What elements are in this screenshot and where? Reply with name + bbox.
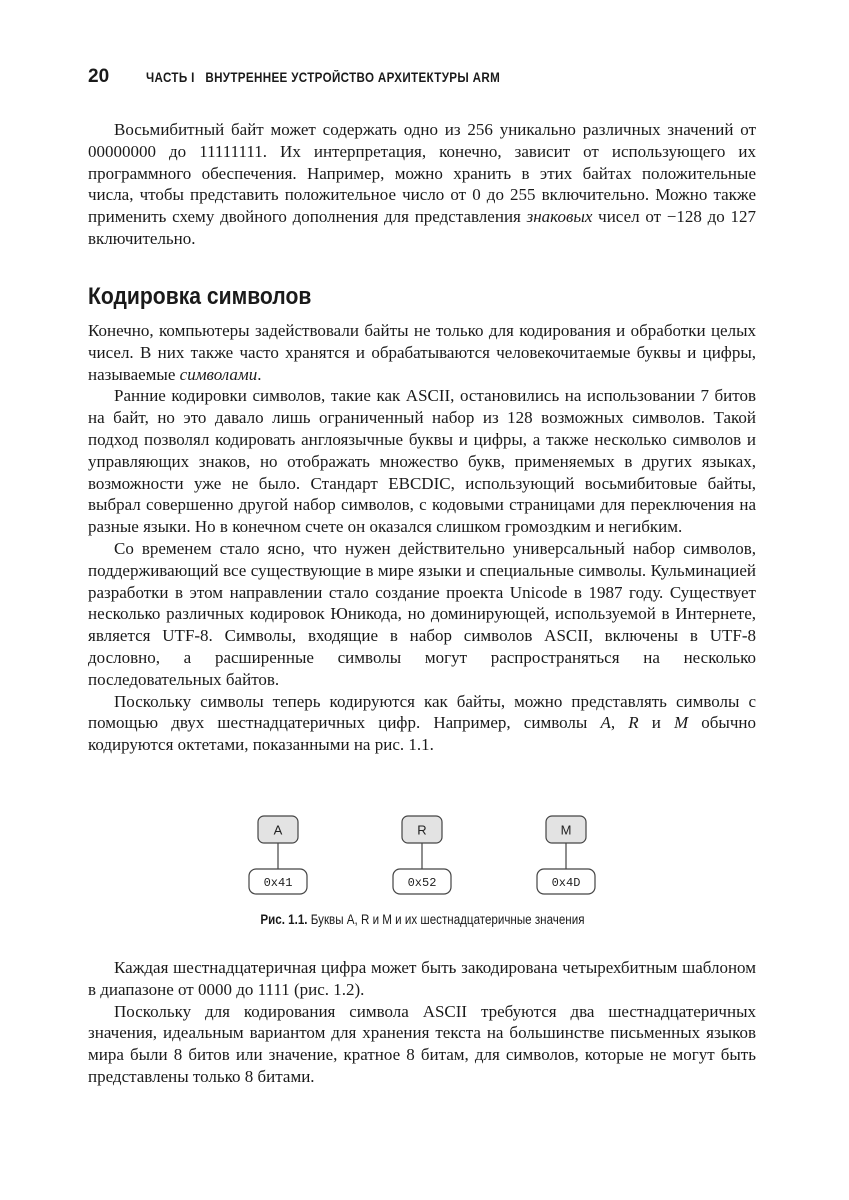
running-head-title: ЧАСТЬ I ВНУТРЕННЕЕ УСТРОЙСТВО АРХИТЕКТУРЫ ARM xyxy=(146,70,501,85)
after-paragraph-1: Каждая шестнадцатеричная цифра может быть закодирована четырехбитным шаблоном в диапазоне от 0000 до 1111 (рис. 1.2). xyxy=(88,958,756,999)
caption-label: Рис. 1.1. xyxy=(259,912,308,927)
letter-label: A xyxy=(273,822,283,838)
after-figure-body xyxy=(88,957,756,1088)
section-paragraph-2: Ранние кодировки символов, такие как ASCII, остановились на использовании 7 битов на байт, но это давало лишь ограниченный набор из 128 возможных символов. Такой подход позволял кодировать англоязычные буквы и цифры, а также несколько символов и управляющих знаков, но отображать множество букв, применяемых в других языках, возможности уже не было. Стандарт EBCDIC, использующий восьмибитовые байты, выбрал совершенно другой набор символов, с кодовыми страницами для переключения на разные языки. Но в конечном счете он оказался слишком громоздким и негибким. xyxy=(88,386,756,537)
emphasis-symbols: символами xyxy=(179,364,258,384)
intro-paragraph: Восьмибитный байт может содержать одно из 256 уникально различных значений от 00000000 до 11111111. Их интерпретация, конечно, зависит от использующего их программного обеспечения. Например, можно хранить в этих байтах положительные числа, чтобы представить положительное число от 0 до 255 включительно. Можно также применить схему двойного дополнения для представления знаковых чисел от −128 до 127 включительно. xyxy=(88,120,757,248)
letter-label: R xyxy=(417,822,427,838)
page-number: 20 xyxy=(88,66,110,87)
letter-node-a xyxy=(249,816,307,894)
section-paragraph-1: Конечно, компьютеры задействовали байты не только для кодирования и обработки целых чисел. В них также часто хранятся и обрабатываются человекочитаемые буквы и цифры, называемые символами. xyxy=(88,321,756,384)
after-paragraph-2: Поскольку для кодирования символа ASCII требуются два шестнадцатеричных значения, идеальным вариантом для хранения текста на большинстве письменных языков мира были 8 битов или значение, кратное 8 битам, для символов, которые не могут быть представлены только 8 битами. xyxy=(88,1001,756,1086)
hex-label: 0x41 xyxy=(263,876,293,890)
letter-node-r xyxy=(393,816,451,894)
figure-caption xyxy=(88,912,756,927)
section-paragraph-3: Со временем стало ясно, что нужен действительно универсальный набор символов, поддерживающий все существующие в мире языки и специальные символы. Кульминацией разработки в этом направлении стало создание проекта Unicode в 1987 году. Существует несколько различных кодировок Юникода, но доминирующей, используемой в Интернете, является UTF-8. Символы, входящие в набор символов ASCII, включены в UTF-8 дословно, а расширенные символы могут распространяться на несколько последовательных байтов. xyxy=(88,538,756,689)
section-body xyxy=(88,320,756,756)
hex-label: 0x52 xyxy=(407,876,437,890)
letter-node-m xyxy=(537,816,595,894)
running-head xyxy=(88,66,768,90)
caption-text: Буквы A, R и M и их шестнадцатеричные значения xyxy=(307,912,585,927)
intro-block xyxy=(88,119,756,250)
section-paragraph-4: Поскольку символы теперь кодируются как байты, можно представлять символы с помощью двух шестнадцатеричных цифр. Например, символы A, R и M обычно кодируются октетами, показанными на рис. 1.1. xyxy=(88,691,757,755)
hex-label: 0x4D xyxy=(551,876,581,890)
section-heading: Кодировка символов xyxy=(88,283,312,310)
figure-1-1 xyxy=(88,805,756,945)
letter-label: M xyxy=(560,822,572,838)
emphasis-signed: знаковых xyxy=(526,207,593,227)
figure-diagram xyxy=(88,805,756,905)
